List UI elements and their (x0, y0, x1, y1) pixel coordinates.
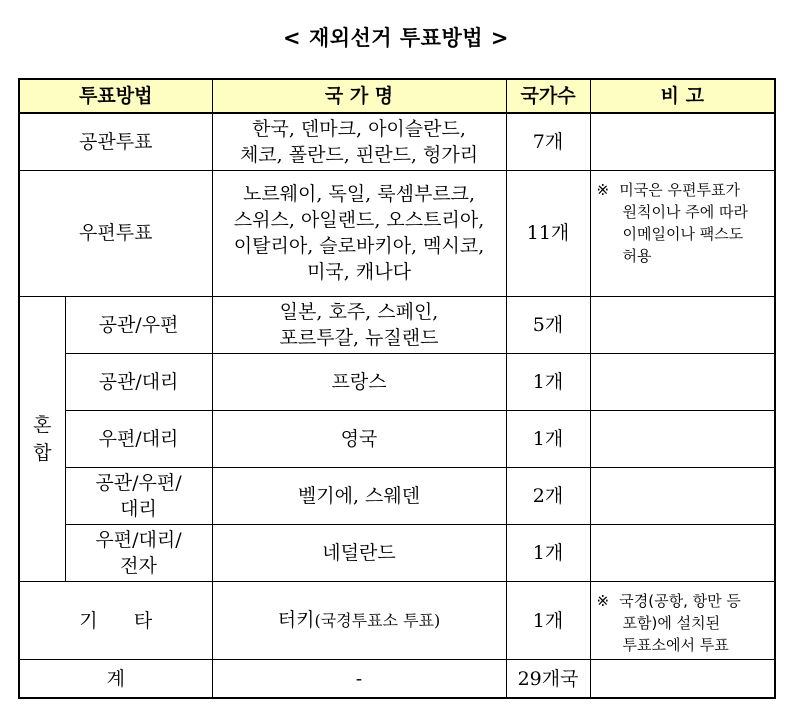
method-cell: 우편/대리 (65, 410, 212, 467)
method-cell: 우편투표 (19, 170, 212, 296)
remarks-cell (590, 410, 775, 467)
count-cell: 1개 (506, 410, 590, 467)
remarks-cell (590, 113, 775, 170)
header-remarks: 비 고 (590, 79, 775, 113)
method-cell: 기 타 (19, 582, 212, 660)
remarks-cell (590, 353, 775, 410)
remarks-cell (590, 660, 775, 698)
table-row (19, 410, 775, 467)
countries-cell: 벨기에, 스웨덴 (212, 468, 506, 525)
table-row (19, 113, 775, 170)
table-row (19, 468, 775, 525)
page-title: < 재외선거 투표방법 > (283, 26, 509, 50)
method-cell: 공관/대리 (65, 353, 212, 410)
mixed-label: 혼 합 (19, 296, 65, 581)
note-mark: ※ (596, 592, 610, 611)
table-row (19, 296, 775, 353)
remarks-cell (590, 296, 775, 353)
method-cell: 공관/우편 (65, 296, 212, 353)
table-row (19, 525, 775, 582)
countries-cell: 프랑스 (212, 353, 506, 410)
method-cell: 우편/대리/ 전자 (65, 525, 212, 582)
note-mark: ※ (596, 180, 610, 199)
remarks-cell (590, 468, 775, 525)
count-cell: 11개 (506, 170, 590, 296)
countries-cell: 영국 (212, 410, 506, 467)
method-cell: 계 (19, 660, 212, 698)
count-cell: 1개 (506, 582, 590, 660)
count-cell: 1개 (506, 525, 590, 582)
total-row (19, 660, 775, 698)
remarks-cell: ※ 국경(공항, 항만 등 포함)에 설치된 투표소에서 투표 (590, 582, 775, 660)
voting-method-table (18, 78, 776, 699)
remarks-cell: ※ 미국은 우편투표가 원칙이나 주에 따라 이메일이나 팩스도 허용 (590, 170, 775, 296)
countries-cell: 네덜란드 (212, 525, 506, 582)
count-cell: 7개 (506, 113, 590, 170)
count-cell: 1개 (506, 353, 590, 410)
header-count: 국가수 (506, 79, 590, 113)
table-row (19, 582, 775, 660)
countries-cell: 터키(국경투표소 투표) (212, 582, 506, 660)
count-cell: 29개국 (506, 660, 590, 698)
header-countries: 국 가 명 (212, 79, 506, 113)
countries-cell: 노르웨이, 독일, 룩셈부르크, 스위스, 아일랜드, 오스트리아, 이탈리아, 슬로바키아, 멕시코, 미국, 캐나다 (212, 170, 506, 296)
table-row (19, 170, 775, 296)
count-cell: 5개 (506, 296, 590, 353)
header-row (19, 79, 775, 113)
countries-cell: 일본, 호주, 스페인, 포르투갈, 뉴질랜드 (212, 296, 506, 353)
method-cell: 공관투표 (19, 113, 212, 170)
countries-cell: - (212, 660, 506, 698)
countries-cell: 한국, 덴마크, 아이슬란드, 체코, 폴란드, 핀란드, 헝가리 (212, 113, 506, 170)
header-method: 투표방법 (19, 79, 212, 113)
method-cell: 공관/우편/ 대리 (65, 468, 212, 525)
remarks-cell (590, 525, 775, 582)
table-row (19, 353, 775, 410)
count-cell: 2개 (506, 468, 590, 525)
